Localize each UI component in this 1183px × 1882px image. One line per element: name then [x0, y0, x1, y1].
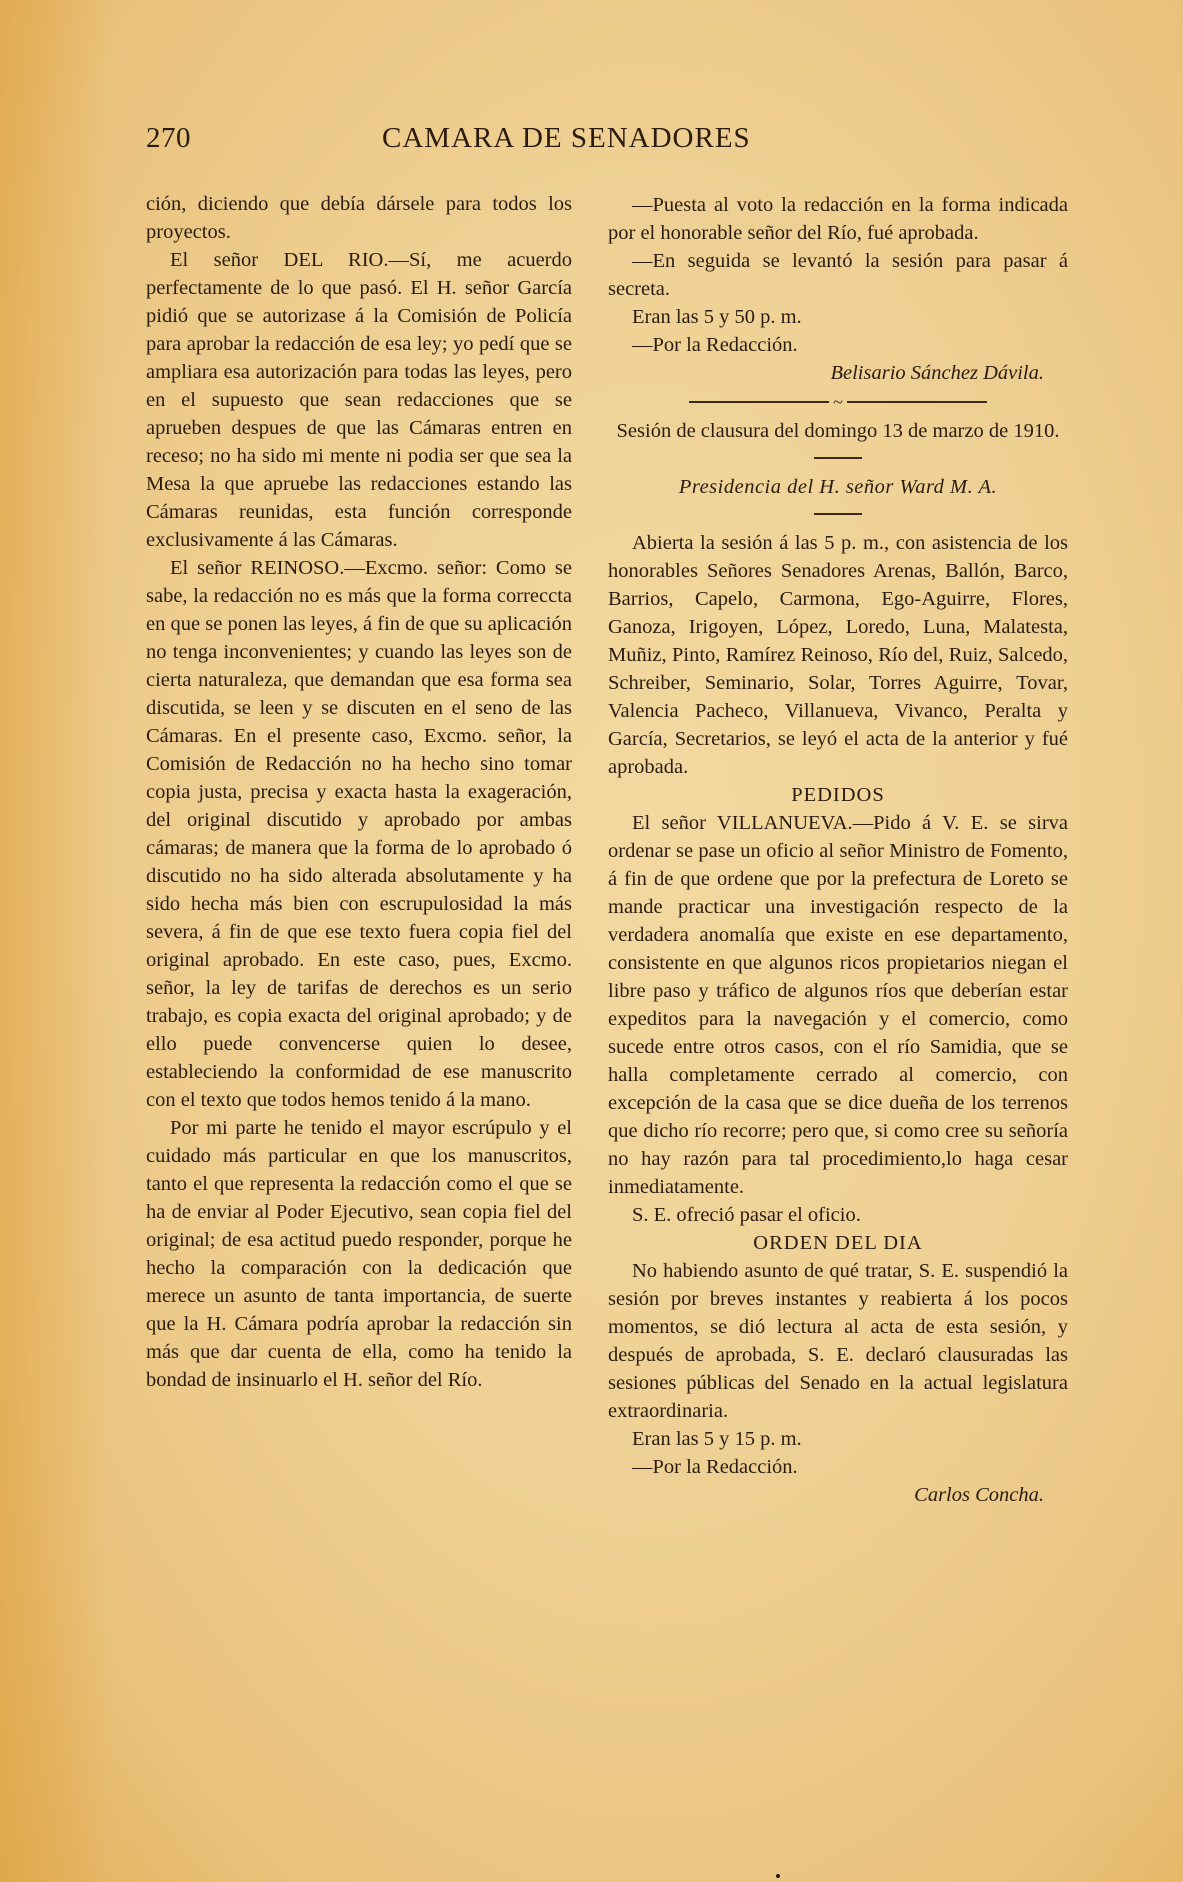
right-column: [608, 191, 1068, 1509]
section-heading-pedidos: PEDIDOS: [791, 784, 885, 806]
presidencia-line: Presidencia del H. señor Ward M. A.: [678, 476, 998, 498]
paragraph-reinoso: El señor REINOSO.—Excmo. señor: Como se sabe, la redacción no es más que la forma correccta en que se ponen las leyes, á fin de que su aplicación no tenga inconvenientes; y cuando las leyes son de cierta naturaleza, que demandan que esa forma sea discutida, se leen y se discuten en el seno de las Cámaras. En el presente caso, Excmo. señor, la Comisión de Redacción no ha hecho sino tomar copia justa, precisa y exacta hasta la exageración, del original discutido y aprobado por ambas cámaras; de manera que la forma de lo aprobado ó discutido no ha sido alterada absolutamente y ha sido hecha más bien con escrupulosidad la más severa, á fin de que ese texto fuera copia fiel del original aprobado. En este caso, pues, Excmo. señor, la ley de tarifas de derechos es un serio trabajo, es copia exacta del original aprobado; y de ello puede convencerse quien lo desee, estableciendo la conformidad de ese manuscrito con el texto que todos hemos tenido á la mano.: [146, 557, 572, 1111]
redaccion-note: —Por la Redacción.: [632, 334, 798, 356]
redaccion-note: —Por la Redacción.: [632, 1456, 798, 1478]
paragraph-attendance: Abierta la sesión á las 5 p. m., con asistencia de los honorables Señores Senadores Arenas, Ballón, Barco, Barrios, Capelo, Carmona, Ego-Aguirre, Flores, Ganoza, Irigoyen, López, Loredo, Luna, Malatesta, Muñiz, Pinto, Ramírez Reinoso, Río del, Ruiz, Salcedo, Schreiber, Seminario, Solar, Torres Aguirre, Tovar, Valencia Pacheco, Villanueva, Vivanco, Peralta y García, Secretarios, se leyó el acta de la anterior y fué aprobada.: [608, 532, 1068, 778]
section-divider-ornament: [608, 391, 1068, 413]
page-number: 270: [146, 122, 191, 154]
paragraph-del-rio: El señor DEL RIO.—Sí, me acuerdo perfectamente de lo que pasó. El H. señor García pidió que se autorizase á la Comisión de Policía para aprobar la redacción de esa ley; yo pedí que se ampliara esa autorización para todas las leyes, pero en el supuesto que sean redacciones que se aprueben despues de que las Cámaras entren en receso; no ha sido mi mente ni podia ser que sea la Mesa la que apruebe las redacciones estando las Cámaras reunidas, esta función corresponde exclusivamente á las Cámaras.: [146, 249, 572, 551]
time-note: Eran las 5 y 50 p. m.: [632, 306, 802, 328]
divider-line: [847, 401, 987, 403]
short-rule: [814, 457, 862, 459]
print-mark: [776, 1874, 780, 1878]
session-title: Sesión de clausura del domingo 13 de marzo de 1910.: [616, 420, 1060, 442]
paragraph: S. E. ofreció pasar el oficio.: [632, 1204, 861, 1226]
paragraph: No habiendo asunto de qué tratar, S. E. suspendió la sesión por breves instantes y reabierta á los pocos momentos, se dió lectura al acta de esta sesión, y después de aprobada, S. E. declaró clausuradas las sesiones públicas del Senado en la actual legislatura extraordinaria.: [608, 1260, 1068, 1422]
short-rule: [814, 513, 862, 515]
left-column: [146, 190, 572, 1394]
signature: Carlos Concha.: [914, 1484, 1044, 1506]
divider-line: [689, 401, 829, 403]
time-note: Eran las 5 y 15 p. m.: [632, 1428, 802, 1450]
paragraph: —En seguida se levantó la sesión para pasar á secreta.: [608, 250, 1068, 300]
paragraph: ción, diciendo que debía dársele para todos los proyectos.: [146, 193, 572, 243]
running-title: CAMARA DE SENADORES: [382, 122, 751, 154]
page-edge-shading: [0, 0, 110, 1882]
paragraph-villanueva: El señor VILLANUEVA.—Pido á V. E. se sirva ordenar se pase un oficio al señor Ministro de Fomento, á fin de que ordene que por la prefectura de Loreto se mande practicar una investigación respecto de la verdadera anomalía que existe en ese departamento, consistente en que algunos ricos propietarios niegan el libre paso y tráfico de algunos ríos que deberían estar expeditos para la navegación y el comercio, como sucede entre otros casos, con el río Samidia, que se halla completamente cerrado al comercio, con excepción de la casa que se dice dueña de los terrenos que dicho río recorre; pero que, si como cree su señoría no hay razón para tal procedimiento,lo haga cesar inmediatamente.: [608, 812, 1068, 1198]
paragraph: Por mi parte he tenido el mayor escrúpulo y el cuidado más particular en que los manuscritos, tanto el que representa la redacción como el que se ha de enviar al Poder Ejecutivo, sean copia fiel del original; de esa actitud puedo responder, porque he hecho la comparación con la dedicación que merece un asunto de tanta importancia, de suerte que la H. Cámara podría aprobar la redacción sin más que dar cuenta de ella, como ha tenido la bondad de insinuarlo el H. señor del Río.: [146, 1117, 572, 1391]
signature: Belisario Sánchez Dávila.: [830, 362, 1044, 384]
flourish-icon: ~: [833, 392, 843, 412]
section-heading-orden-del-dia: ORDEN DEL DIA: [753, 1232, 923, 1254]
paragraph: —Puesta al voto la redacción en la forma indicada por el honorable señor del Río, fué aprobada.: [608, 194, 1068, 244]
